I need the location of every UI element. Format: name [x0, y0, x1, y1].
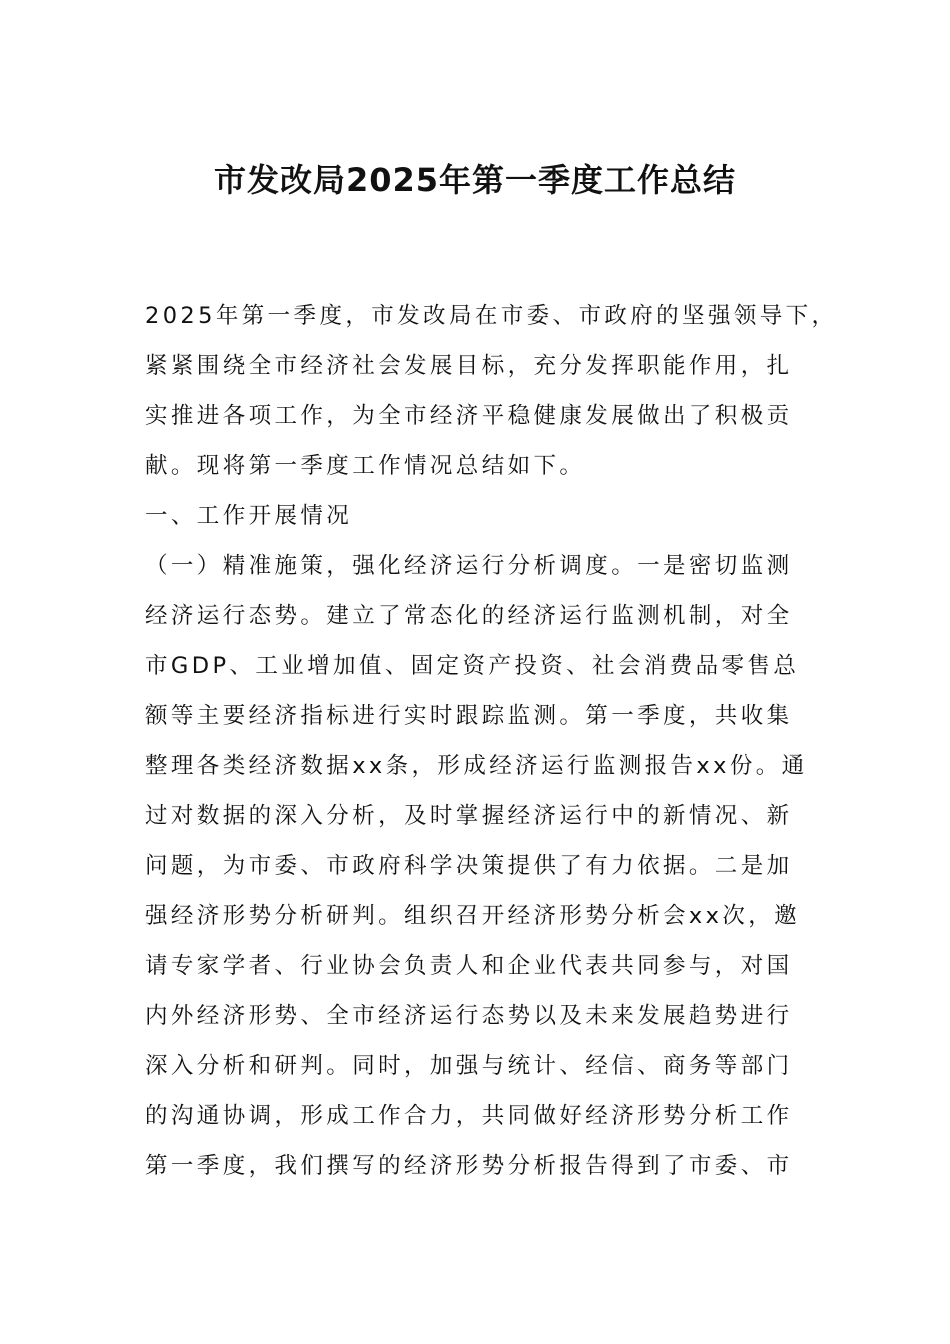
- paragraph-line: 实推进各项工作，为全市经济平稳健康发展做出了积极贡: [145, 403, 793, 429]
- paragraph-line: 的沟通协调，形成工作合力，共同做好经济形势分析工作: [145, 1103, 793, 1129]
- paragraph-line: 深入分析和研判。同时，加强与统计、经信、商务等部门: [145, 1053, 793, 1079]
- section-heading: 一、工作开展情况: [145, 503, 353, 529]
- paragraph-line: 经济运行态势。建立了常态化的经济运行监测机制，对全: [145, 603, 793, 629]
- paragraph-line: 整理各类经济数据xx条，形成经济运行监测报告xx份。通: [145, 753, 808, 779]
- paragraph-line: 献。现将第一季度工作情况总结如下。: [145, 453, 586, 479]
- paragraph-line: 市GDP、工业增加值、固定资产投资、社会消费品零售总: [145, 653, 800, 679]
- paragraph-line: 问题，为市委、市政府科学决策提供了有力依据。二是加: [145, 853, 793, 879]
- paragraph-line: 强经济形势分析研判。组织召开经济形势分析会xx次，邀: [145, 903, 801, 929]
- paragraph-line: 请专家学者、行业协会负责人和企业代表共同参与，对国: [145, 953, 793, 979]
- paragraph-line: 2025年第一季度，市发改局在市委、市政府的坚强领导下，: [145, 303, 838, 329]
- paragraph-line: 额等主要经济指标进行实时跟踪监测。第一季度，共收集: [145, 703, 793, 729]
- paragraph-line: 过对数据的深入分析，及时掌握经济运行中的新情况、新: [145, 803, 793, 829]
- paragraph-line: 紧紧围绕全市经济社会发展目标，充分发挥职能作用，扎: [145, 353, 793, 379]
- paragraph-line: （一）精准施策，强化经济运行分析调度。一是密切监测: [145, 553, 793, 579]
- document-title: 市发改局2025年第一季度工作总结: [213, 161, 737, 199]
- document-body: [145, 291, 838, 1191]
- paragraph-line: 第一季度，我们撰写的经济形势分析报告得到了市委、市: [145, 1153, 793, 1179]
- paragraph-line: 内外经济形势、全市经济运行态势以及未来发展趋势进行: [145, 1003, 793, 1029]
